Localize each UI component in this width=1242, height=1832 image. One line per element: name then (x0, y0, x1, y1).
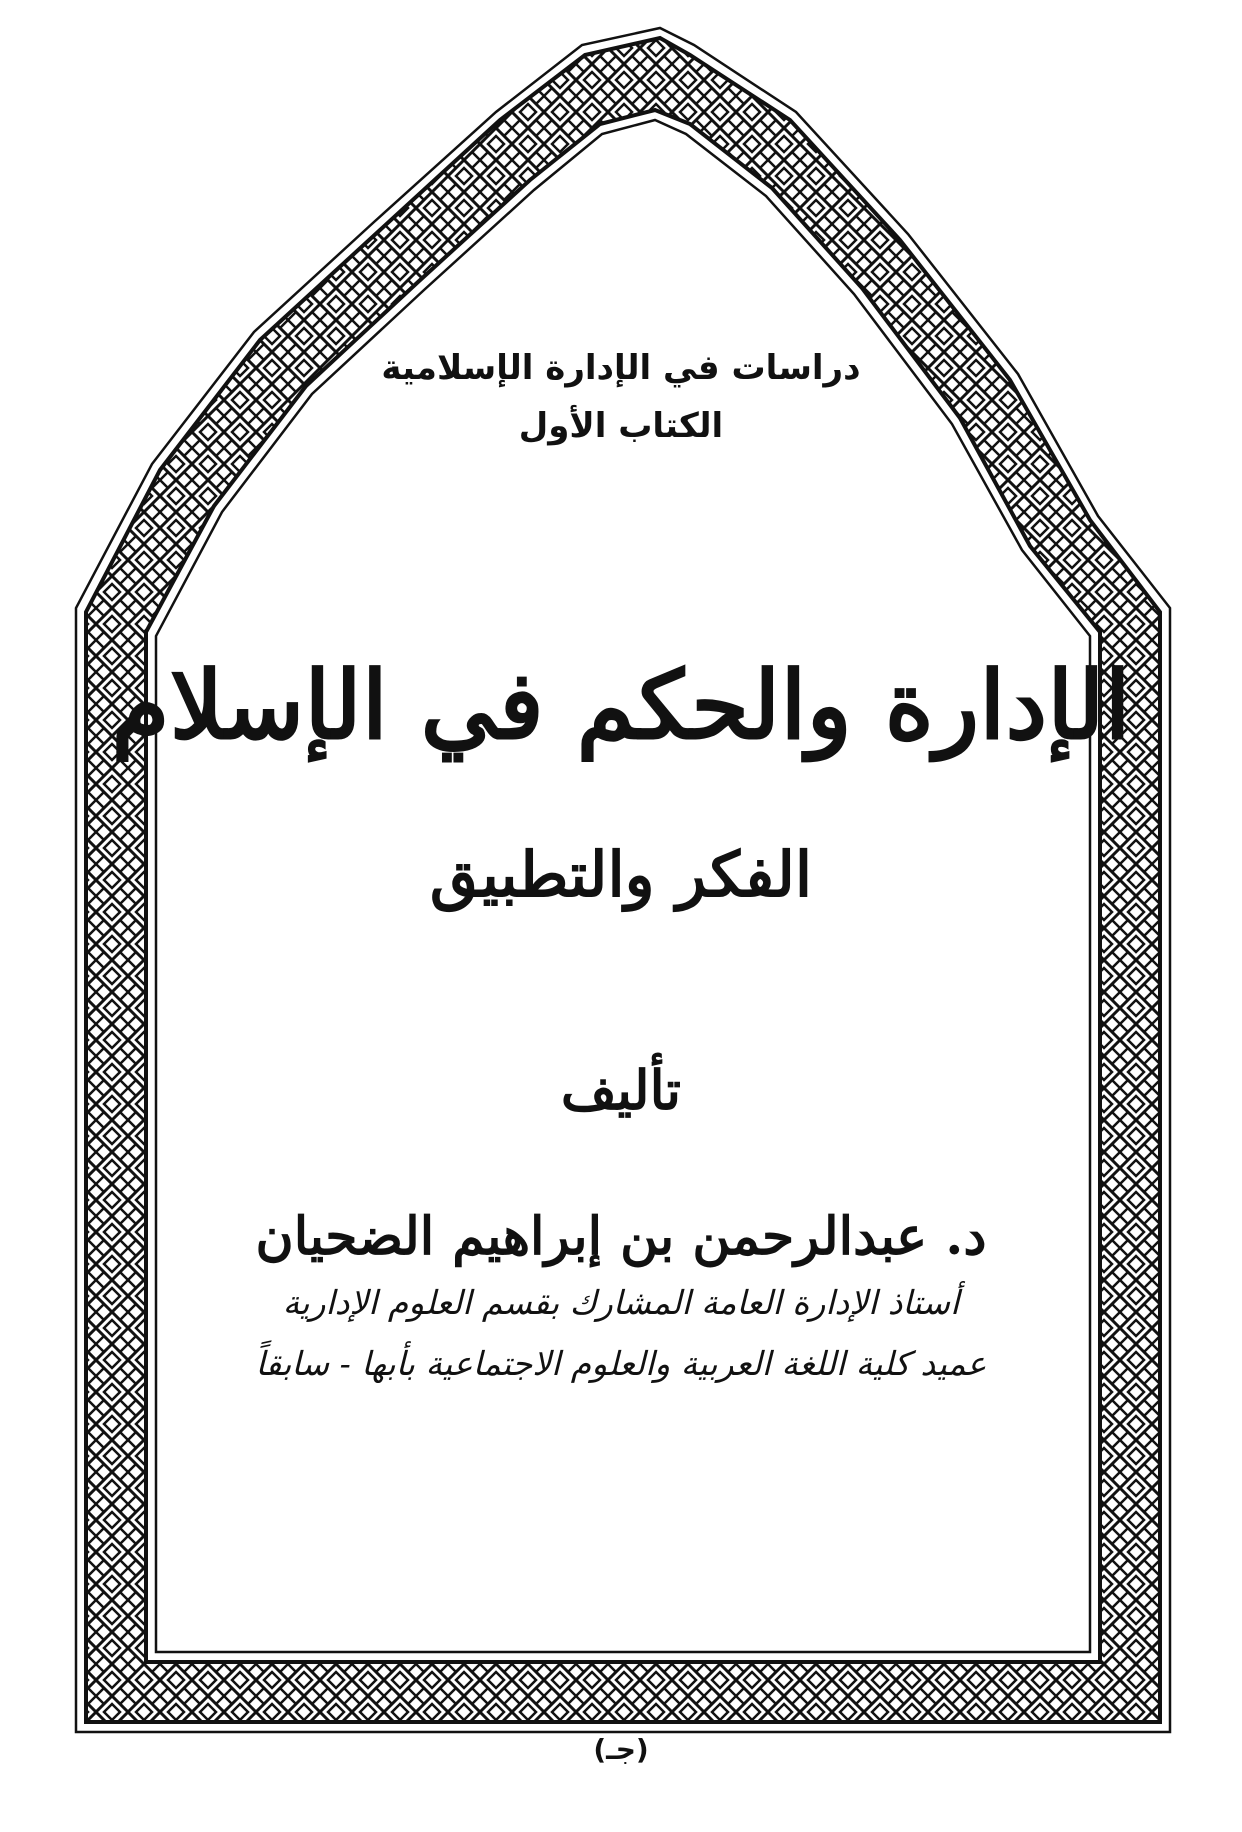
book-title: الإدارة والحكم في الإسلام (111, 651, 1131, 761)
book-subtitle: الفكر والتطبيق (429, 838, 813, 911)
author-affiliation-line-2: عميد كلية اللغة العربية والعلوم الاجتماعية بأبها - سابقاً (255, 1344, 987, 1383)
authorship-label: تأليف (560, 1058, 682, 1122)
author-name: د. عبدالرحمن بن إبراهيم الضحيان (255, 1206, 987, 1267)
series-title: دراسات في الإدارة الإسلامية (381, 348, 861, 388)
volume-label: الكتاب الأول (518, 406, 724, 446)
author-affiliation-line-1: أستاذ الإدارة العامة المشارك بقسم العلوم الإدارية (282, 1283, 960, 1322)
page-number: (جـ) (593, 1733, 649, 1766)
